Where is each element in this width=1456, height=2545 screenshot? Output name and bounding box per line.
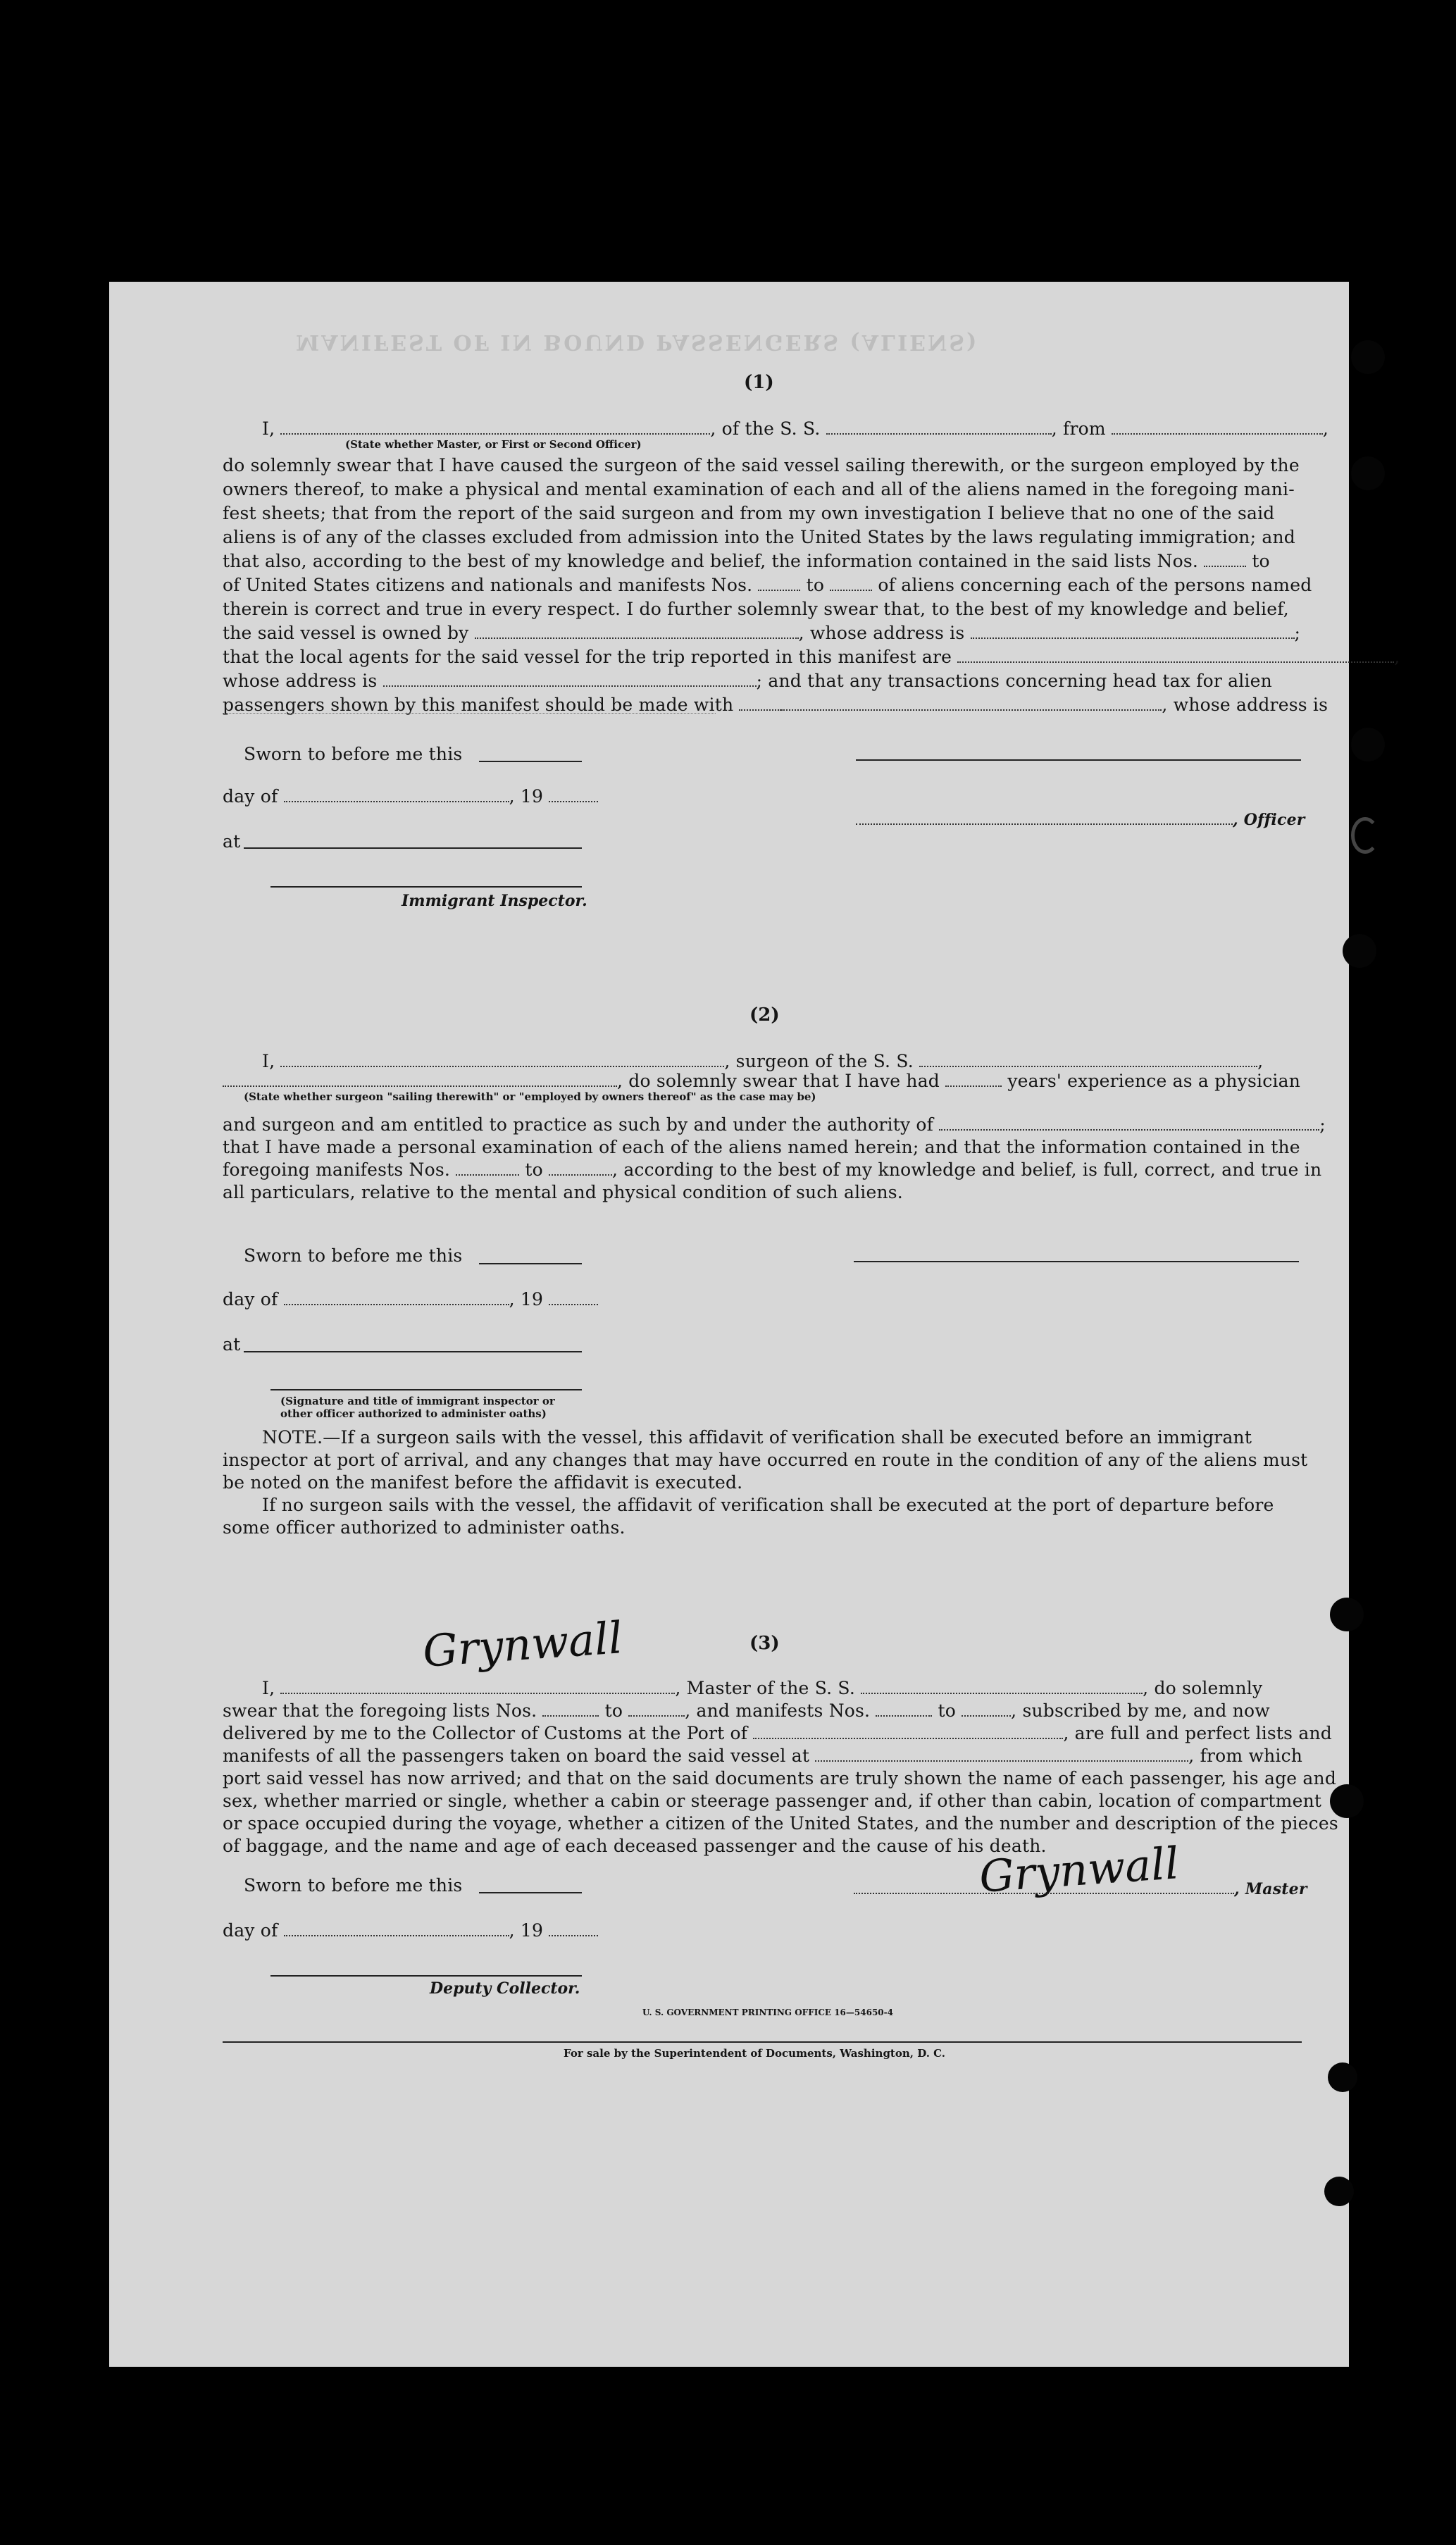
punch-hole xyxy=(1324,2177,1354,2206)
s1-para-6: of United States citizens and nationals and manifests Nos. to of aliens concerning each of the persons named xyxy=(223,575,1312,595)
s2-sig-note-1: (Signature and title of immigrant inspector or xyxy=(280,1395,555,1407)
s1-para-5: that also, according to the best of my knowledge and belief, the information contained in the said lists Nos. to xyxy=(223,551,1270,571)
s3-day: day of , 19 xyxy=(223,1919,598,1943)
s1-para-3: fest sheets; that from the report of the said surgeon and from my own investigation I believe that no one of the said xyxy=(223,503,1275,523)
s2-line-6: all particulars, relative to the mental and physical condition of such aliens. xyxy=(223,1182,903,1202)
s1-at-line xyxy=(244,847,582,849)
s2-note-1: NOTE.—If a surgeon sails with the vessel, this affidavit of verification shall be executed before an immigrant xyxy=(262,1427,1252,1448)
s1-para-8: the said vessel is owned by , whose address is ; xyxy=(223,623,1301,643)
s2-sworn-line xyxy=(479,1263,582,1264)
punch-hole xyxy=(1351,817,1379,854)
master-signature-top: Grynwall xyxy=(421,1612,625,1677)
sale-notice: For sale by the Superintendent of Documents, Washington, D. C. xyxy=(564,2047,946,2060)
s3-line-7: or space occupied during the voyage, whether a citizen of the United States, and the number and description of the pieces xyxy=(223,1813,1338,1834)
s3-master: , Master xyxy=(854,1877,1307,1901)
s3-deputy-line xyxy=(270,1975,582,1977)
s1-para-1: do solemnly swear that I have caused the surgeon of the said vessel sailing therewith, or the surgeon employed by the xyxy=(223,455,1300,475)
s2-inspector-line xyxy=(270,1389,582,1390)
s2-note-3: be noted on the manifest before the affidavit is executed. xyxy=(223,1472,743,1493)
s1-inspector-line xyxy=(270,886,582,888)
s3-line-1: I, , Master of the S. S. , do solemnly xyxy=(262,1678,1263,1698)
s1-para-9: that the local agents for the said vessel for the trip reported in this manifest are , xyxy=(223,647,1400,667)
s3-line-6: sex, whether married or single, whether a cabin or steerage passenger and, if other than cabin, location of compartment xyxy=(223,1791,1322,1811)
s2-note-surgeon: (State whether surgeon "sailing therewith" or "employed by owners thereof" as the case may be) xyxy=(244,1090,816,1103)
s3-sworn-line xyxy=(479,1892,582,1893)
s1-sworn: Sworn to before me this xyxy=(244,744,463,764)
s1-at: at xyxy=(223,831,241,852)
s1-para-2: owners thereof, to make a physical and mental examination of each and all of the aliens named in the foregoing mani- xyxy=(223,479,1295,499)
s1-note-master: (State whether Master, or First or Second Officer) xyxy=(345,438,642,451)
punch-hole xyxy=(1343,934,1376,968)
s2-note-2: inspector at port of arrival, and any changes that may have occurred en route in the condition of any of the aliens must xyxy=(223,1450,1308,1470)
s3-line-2: swear that the foregoing lists Nos. to , and manifests Nos. to , subscribed by me, and now xyxy=(223,1700,1270,1721)
gpo-imprint: U. S. GOVERNMENT PRINTING OFFICE 16—54650-4 xyxy=(642,2008,893,2017)
s3-sworn: Sworn to before me this xyxy=(244,1875,463,1896)
s2-sworn: Sworn to before me this xyxy=(244,1245,463,1266)
s1-para-4: aliens is of any of the classes excluded from admission into the United States by the laws regulating immigration; and xyxy=(223,527,1295,547)
s3-line-4: manifests of all the passengers taken on board the said vessel at , from which xyxy=(223,1746,1303,1766)
footer-rule xyxy=(223,2041,1302,2043)
s2-at-line xyxy=(244,1351,582,1352)
s1-day: day of , 19 xyxy=(223,785,598,809)
section-2-number: (2) xyxy=(749,1004,780,1026)
punch-hole xyxy=(1351,728,1385,761)
s1-officer-sign-line xyxy=(856,759,1301,761)
s2-line-4: that I have made a personal examination of each of the aliens named herein; and that the information contained in the xyxy=(223,1137,1300,1157)
s1-divider xyxy=(223,713,716,714)
punch-hole xyxy=(1351,456,1385,490)
bleed-through-text: MANIFEST OF IN BOUND PASSENGERS (ALIENS) xyxy=(296,330,979,354)
s3-line-3: delivered by me to the Collector of Customs at the Port of , are full and perfect lists and xyxy=(223,1723,1332,1743)
s2-line-2: , do solemnly swear that I have had years' experience as a physician xyxy=(223,1069,1300,1093)
s2-surgeon-sign-line xyxy=(854,1261,1299,1262)
s1-para-7: therein is correct and true in every respect. I do further solemnly swear that, to the best of my knowledge and belief, xyxy=(223,599,1289,619)
s3-line-8: of baggage, and the name and age of each deceased passenger and the cause of his death. xyxy=(223,1836,1047,1856)
section-3-number: (3) xyxy=(749,1633,780,1654)
section-1-number: (1) xyxy=(744,372,774,393)
s2-day: day of , 19 xyxy=(223,1288,598,1312)
s3-deputy-label: Deputy Collector. xyxy=(430,1979,580,1998)
s2-sig-note-2: other officer authorized to administer oaths) xyxy=(280,1407,547,1420)
s1-sworn-line xyxy=(479,761,582,762)
master-signature-bottom: Grynwall xyxy=(977,1837,1181,1903)
s1-para-11: passengers shown by this manifest should be made with , whose address is xyxy=(223,695,1329,715)
s1-label-from: , from xyxy=(1051,418,1106,439)
s2-line-5: foregoing manifests Nos. to , according to the best of my knowledge and belief, is full, correct, and true in xyxy=(223,1159,1322,1180)
s1-officer: , Officer xyxy=(856,807,1305,832)
punch-hole xyxy=(1328,2062,1357,2092)
s1-para-10: whose address is ; and that any transactions concerning head tax for alien xyxy=(223,671,1272,691)
s2-line-1: I, , surgeon of the S. S. , xyxy=(262,1051,1264,1071)
s1-inspector-label: Immigrant Inspector. xyxy=(402,892,587,910)
s2-note-5: some officer authorized to administer oaths. xyxy=(223,1517,626,1538)
s2-at: at xyxy=(223,1334,241,1355)
s1-label-of-ss: , of the S. S. xyxy=(710,418,821,439)
punch-hole xyxy=(1351,340,1385,374)
s3-line-5: port said vessel has now arrived; and that on the said documents are truly shown the name of each passenger, his age and xyxy=(223,1768,1337,1788)
s1-line-1: I, , of the S. S. , from , xyxy=(262,418,1329,439)
s2-note-4: If no surgeon sails with the vessel, the affidavit of verification shall be executed at the port of departure before xyxy=(262,1495,1274,1515)
s2-line-3: and surgeon and am entitled to practice as such by and under the authority of ; xyxy=(223,1114,1326,1135)
s1-label-i: I, xyxy=(262,418,275,439)
punch-hole xyxy=(1330,1598,1364,1631)
